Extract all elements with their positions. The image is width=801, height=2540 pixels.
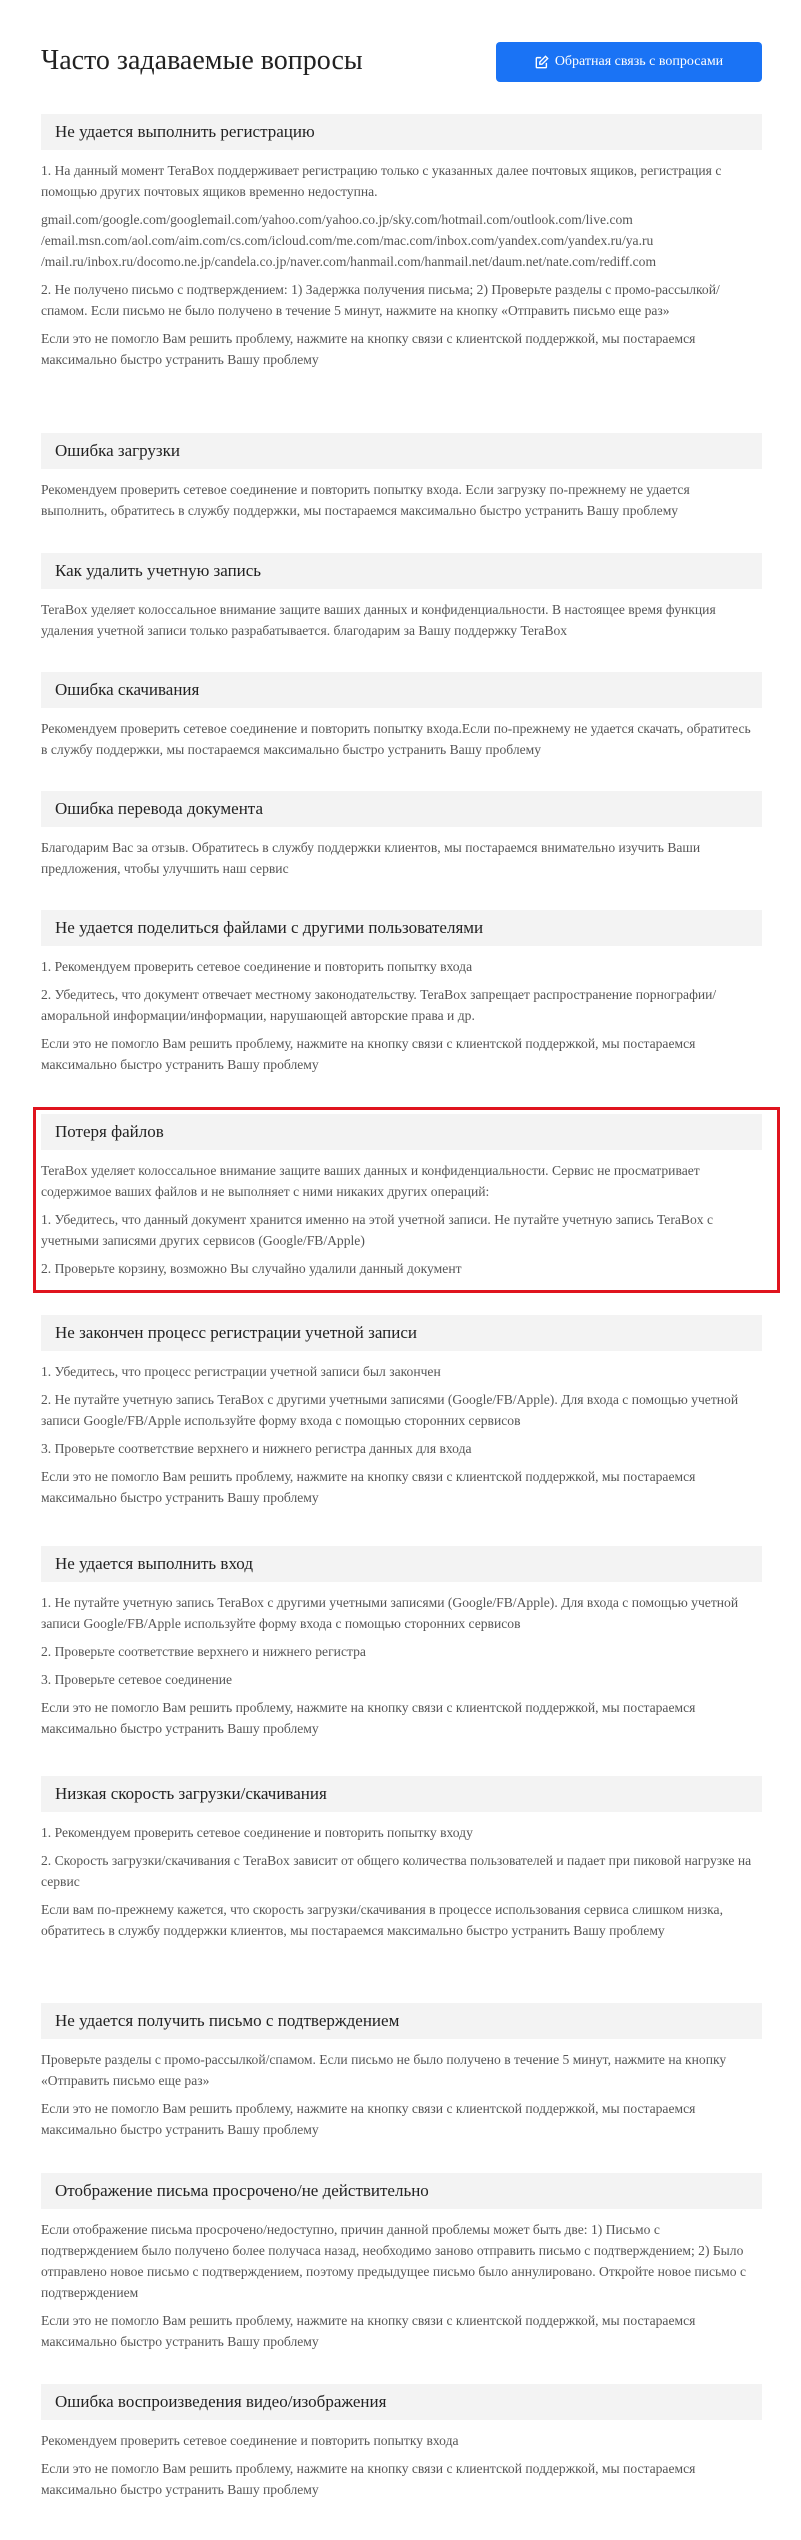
- faq-answer-paragraph: Если это не помогло Вам решить проблему, нажмите на кнопку связи с клиентской поддержкой, мы постараемся максимально быстро устранить Вашу проблему: [41, 2313, 696, 2349]
- faq-question[interactable]: Не удается получить письмо с подтверждением: [41, 2003, 762, 2039]
- faq-item: [41, 672, 762, 767]
- faq-question[interactable]: Низкая скорость загрузки/скачивания: [41, 1776, 762, 1812]
- faq-answer: [41, 1351, 762, 1508]
- faq-question[interactable]: Ошибка загрузки: [41, 433, 762, 469]
- faq-answer-paragraph: Если это не помогло Вам решить проблему, нажмите на кнопку связи с клиентской поддержкой, мы постараемся максимально быстро устранить Вашу проблему: [41, 2461, 696, 2497]
- faq-item: [41, 791, 762, 886]
- faq-question[interactable]: Не закончен процесс регистрации учетной записи: [41, 1315, 762, 1351]
- faq-answer-paragraph: Если это не помогло Вам решить проблему, нажмите на кнопку связи с клиентской поддержкой, мы постараемся максимально быстро устранить Вашу проблему: [41, 331, 696, 367]
- faq-question[interactable]: Как удалить учетную запись: [41, 553, 762, 589]
- faq-answer-paragraph: 1. Убедитесь, что процесс регистрации учетной записи был закончен: [41, 1364, 441, 1379]
- faq-answer-paragraph: TeraBox уделяет колоссальное внимание защите ваших данных и конфиденциальности. В настоящее время функция удаления учетной записи только разрабатывается. благодарим за Вашу поддержку TeraBox: [41, 602, 716, 638]
- faq-answer-paragraph: 1. На данный момент TeraBox поддерживает регистрацию только с указанных далее почтовых ящиков, регистрация с помощью других почтовых ящиков временно недоступна.: [41, 163, 722, 199]
- faq-answer-paragraph: gmail.com/google.com/googlemail.com/yahoo.com/yahoo.co.jp/sky.com/hotmail.com/outlook.com/live.com /email.msn.com/aol.com/aim.com/cs.com/icloud.com/me.com/mac.com/inbox.com/yandex.com/yandex.ru/ya.ru /mail.ru/inbox.ru/docomo.ne.jp/candela.co.jp/naver.com/hanmail.com/hanmail.net/daum.net/nate.com/rediff.com: [41, 212, 657, 269]
- faq-item: [41, 910, 762, 1082]
- faq-item: [41, 114, 762, 377]
- faq-answer-paragraph: Если вам по-прежнему кажется, что скорость загрузки/скачивания в процессе использования сервиса слишком низка, обратитесь в службу поддержки клиентов, мы постараемся максимально быстро устранить Вашу проблему: [41, 1902, 723, 1938]
- faq-question[interactable]: Не удается выполнить вход: [41, 1546, 762, 1582]
- faq-answer-paragraph: 3. Проверьте сетевое соединение: [41, 1672, 233, 1687]
- faq-answer: [41, 2039, 762, 2140]
- faq-answer-paragraph: Рекомендуем проверить сетевое соединение и повторить попытку входа. Если загрузку по-прежнему не удается выполнить, обратитесь в службу поддержки, мы постараемся максимально быстро устранить Вашу проблему: [41, 482, 690, 518]
- faq-question[interactable]: Отображение письма просрочено/не действительно: [41, 2173, 762, 2209]
- faq-answer-paragraph: Если это не помогло Вам решить проблему, нажмите на кнопку связи с клиентской поддержкой, мы постараемся максимально быстро устранить Вашу проблему: [41, 1469, 696, 1505]
- faq-answer: [41, 2420, 762, 2500]
- faq-item: [41, 1546, 762, 1746]
- faq-answer-paragraph: Рекомендуем проверить сетевое соединение и повторить попытку входа: [41, 2433, 459, 2448]
- faq-answer-paragraph: 2. Убедитесь, что документ отвечает местному законодательству. TeraBox запрещает распространение порнографии/аморальной информации/информации, нарушающей авторские права и др.: [41, 987, 717, 1023]
- faq-item: [41, 1114, 762, 1286]
- faq-answer-paragraph: Если это не помогло Вам решить проблему, нажмите на кнопку связи с клиентской поддержкой, мы постараемся максимально быстро устранить Вашу проблему: [41, 1700, 696, 1736]
- faq-answer-paragraph: Проверьте разделы с промо-рассылкой/спамом. Если письмо не было получено в течение 5 минут, нажмите на кнопку «Отправить письмо еще раз»: [41, 2052, 727, 2088]
- faq-question[interactable]: Ошибка скачивания: [41, 672, 762, 708]
- faq-answer-paragraph: 2. Не путайте учетную запись TeraBox с другими учетными записями (Google/FB/Apple). Для входа с помощью учетной записи Google/FB/Apple используйте форму входа с помощью сторонних сервисов: [41, 1392, 739, 1428]
- faq-answer-paragraph: 2. Скорость загрузки/скачивания с TeraBox зависит от общего количества пользователей и падает при пиковой нагрузке на сервис: [41, 1853, 752, 1889]
- faq-item: [41, 2384, 762, 2507]
- faq-answer: [41, 946, 762, 1075]
- faq-answer-paragraph: Если это не помогло Вам решить проблему, нажмите на кнопку связи с клиентской поддержкой, мы постараемся максимально быстро устранить Вашу проблему: [41, 1036, 696, 1072]
- faq-question[interactable]: Ошибка воспроизведения видео/изображения: [41, 2384, 762, 2420]
- faq-question[interactable]: Не удается выполнить регистрацию: [41, 114, 762, 150]
- faq-item: [41, 1315, 762, 1515]
- faq-answer: [41, 708, 762, 760]
- faq-question[interactable]: Потеря файлов: [41, 1114, 762, 1150]
- faq-item: [41, 2003, 762, 2147]
- faq-answer: [41, 2209, 762, 2352]
- faq-item: [41, 2173, 762, 2359]
- faq-item: [41, 1776, 762, 1948]
- faq-answer-paragraph: Если это не помогло Вам решить проблему, нажмите на кнопку связи с клиентской поддержкой, мы постараемся максимально быстро устранить Вашу проблему: [41, 2101, 696, 2137]
- edit-icon: [535, 55, 549, 69]
- faq-answer: [41, 589, 762, 641]
- faq-question[interactable]: Ошибка перевода документа: [41, 791, 762, 827]
- faq-answer-paragraph: Рекомендуем проверить сетевое соединение и повторить попытку входа.Если по-прежнему не удается скачать, обратитесь в службу поддержки, мы постараемся максимально быстро устранить Вашу проблему: [41, 721, 751, 757]
- faq-answer-paragraph: 1. Не путайте учетную запись TeraBox с другими учетными записями (Google/FB/Apple). Для входа с помощью учетной записи Google/FB/Apple используйте форму входа с помощью сторонних сервисов: [41, 1595, 739, 1631]
- faq-answer-paragraph: TeraBox уделяет колоссальное внимание защите ваших данных и конфиденциальности. Сервис не просматривает содержимое ваших файлов и не выполняет с ними никаких других операций:: [41, 1163, 700, 1199]
- faq-answer-paragraph: Благодарим Вас за отзыв. Обратитесь в службу поддержки клиентов, мы постараемся внимательно изучить Ваши предложения, чтобы улучшить наш сервис: [41, 840, 701, 876]
- faq-answer-paragraph: 2. Не получено письмо с подтверждением: 1) Задержка получения письма; 2) Проверьте разделы с промо-рассылкой/спамом. Если письмо не было получено в течение 5 минут, нажмите на кнопку «Отправить письмо еще раз»: [41, 282, 720, 318]
- faq-answer: [41, 1582, 762, 1739]
- faq-answer: [41, 827, 762, 879]
- faq-answer: [41, 469, 762, 521]
- faq-answer-paragraph: 1. Убедитесь, что данный документ хранится именно на этой учетной записи. Не путайте учетную запись TeraBox с учетными записями других сервисов (Google/FB/Apple): [41, 1212, 713, 1248]
- page-title: Часто задаваемые вопросы: [41, 45, 363, 76]
- faq-answer: [41, 150, 762, 370]
- feedback-button-label: Обратная связь с вопросами: [554, 54, 724, 69]
- faq-answer-paragraph: 1. Рекомендуем проверить сетевое соединение и повторить попытку входу: [41, 1825, 473, 1840]
- faq-answer: [41, 1150, 762, 1279]
- faq-answer-paragraph: 1. Рекомендуем проверить сетевое соединение и повторить попытку входа: [41, 959, 473, 974]
- faq-answer: [41, 1812, 762, 1941]
- feedback-button[interactable]: [496, 42, 762, 82]
- faq-item: [41, 433, 762, 528]
- page-header: [41, 42, 762, 82]
- faq-answer-paragraph: 3. Проверьте соответствие верхнего и нижнего регистра данных для входа: [41, 1441, 472, 1456]
- faq-answer-paragraph: Если отображение письма просрочено/недоступно, причин данной проблемы может быть две: 1) Письмо с подтверждением было получено более получаса назад, необходимо заново отправить письмо с подтверждением; 2) Было отправлено новое письмо с подтверждением, поэтому предыдущее письмо было аннулировано. Откройте новое письмо с подтверждением: [41, 2222, 747, 2300]
- faq-answer-paragraph: 2. Проверьте корзину, возможно Вы случайно удалили данный документ: [41, 1261, 462, 1276]
- faq-question[interactable]: Не удается поделиться файлами с другими пользователями: [41, 910, 762, 946]
- faq-answer-paragraph: 2. Проверьте соответствие верхнего и нижнего регистра: [41, 1644, 366, 1659]
- faq-item: [41, 553, 762, 648]
